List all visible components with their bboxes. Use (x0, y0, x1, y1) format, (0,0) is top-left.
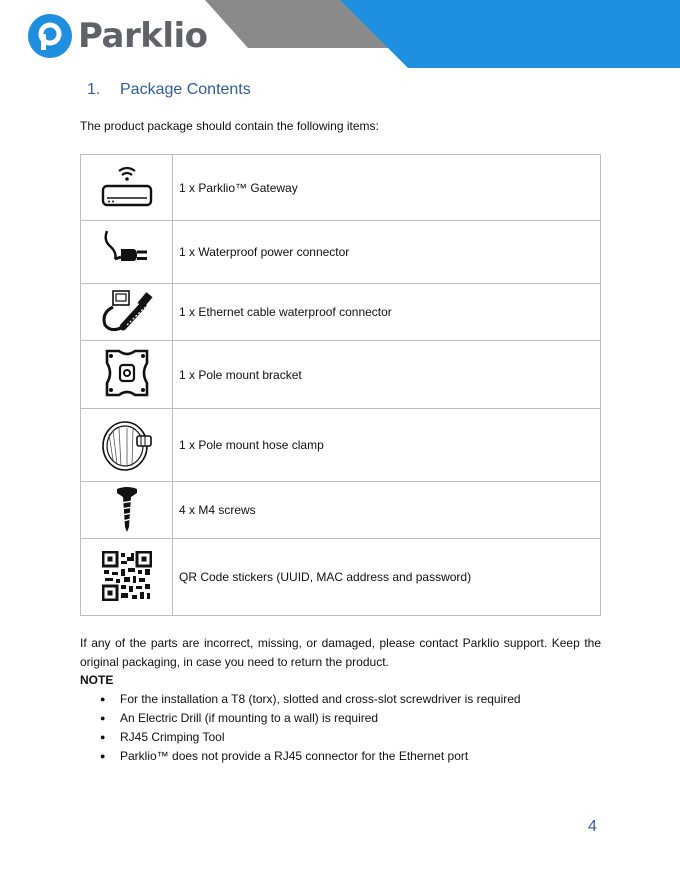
intro-text: The product package should contain the following items: (80, 119, 379, 133)
icon-cell (81, 155, 173, 221)
mount-bracket-icon (99, 347, 155, 399)
list-item: ● Parklio™ does not provide a RJ45 connector for the Ethernet port (80, 747, 521, 766)
table-row (81, 539, 601, 616)
logo-mark-icon (26, 12, 74, 60)
icon-cell (81, 341, 173, 409)
section-number: 1. (87, 81, 101, 98)
note-heading: NOTE (80, 673, 114, 687)
page-header (0, 0, 680, 70)
screw-icon (107, 485, 147, 533)
icon-cell (81, 409, 173, 482)
icon-cell (81, 482, 173, 539)
list-item: ● For the installation a T8 (torx), slotted and cross-slot screwdriver is required (80, 690, 521, 709)
note-list (80, 690, 521, 766)
item-label: 1 x Parklio™ Gateway (173, 155, 601, 221)
package-contents-table (80, 154, 601, 616)
parklio-logo (26, 12, 208, 60)
table-row (81, 155, 601, 221)
ethernet-connector-icon (99, 287, 155, 335)
item-label: 4 x M4 screws (173, 482, 601, 539)
table-row (81, 341, 601, 409)
power-plug-icon (99, 227, 155, 275)
blue-stripe (340, 0, 680, 68)
hose-clamp-icon (97, 414, 157, 474)
support-paragraph: If any of the parts are incorrect, missing, or damaged, please contact Parklio support. Keep the original packaging, in case you need to return the product. (80, 636, 601, 669)
item-label: 1 x Pole mount bracket (173, 341, 601, 409)
list-item: ● An Electric Drill (if mounting to a wall) is required (80, 709, 521, 728)
table-row (81, 284, 601, 341)
section-title-text: Package Contents (120, 81, 251, 98)
page-number: 4 (588, 818, 597, 835)
qr-code-icon (102, 551, 152, 601)
icon-cell (81, 284, 173, 341)
table-row (81, 482, 601, 539)
table-row (81, 221, 601, 284)
item-label: 1 x Waterproof power connector (173, 221, 601, 284)
item-label: 1 x Pole mount hose clamp (173, 409, 601, 482)
icon-cell (81, 539, 173, 616)
gateway-icon (99, 162, 155, 210)
item-label: QR Code stickers (UUID, MAC address and password) (173, 539, 601, 616)
list-item: ● RJ45 Crimping Tool (80, 728, 521, 747)
table-row (81, 409, 601, 482)
logo-text: Parklio (78, 16, 208, 56)
icon-cell (81, 221, 173, 284)
section-title (87, 81, 251, 99)
item-label: 1 x Ethernet cable waterproof connector (173, 284, 601, 341)
